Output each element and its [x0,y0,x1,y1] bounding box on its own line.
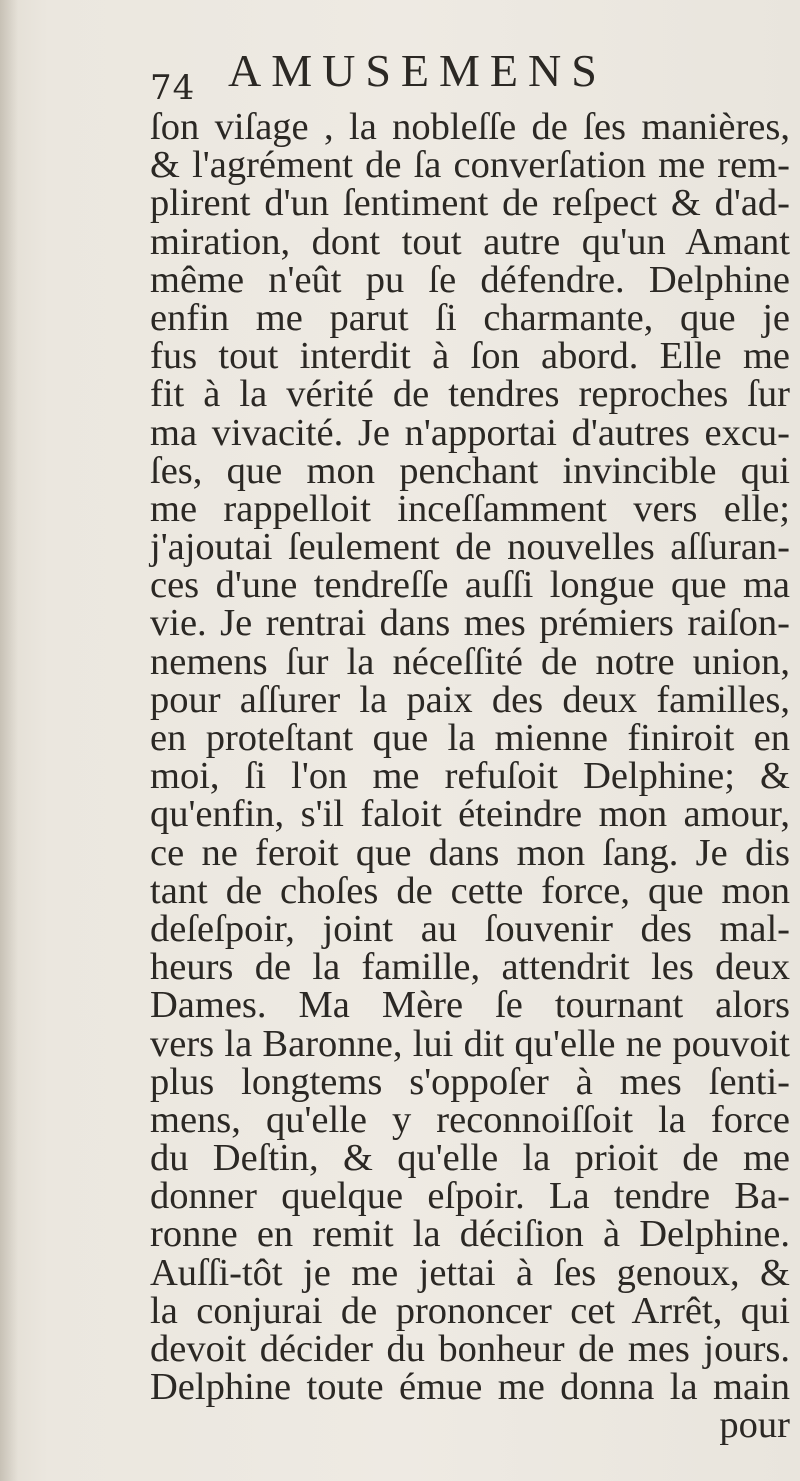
text-line: plus longtems s'oppoſer à mes ſenti- [150,1060,790,1103]
text-line: Delphine toute émue me donna la main [150,1366,790,1409]
text-line: miration, dont tout autre qu'un Amant [150,220,790,263]
text-line: en proteſtant que la mienne finiroit en [150,717,790,759]
text-line: me rappelloit inceſſamment vers elle; [150,487,790,530]
text-line: du Deſtin, & qu'elle la prioit de me [150,1137,790,1180]
text-line: donner quelque eſpoir. La tendre Ba- [150,1175,790,1218]
text-line: Auſſi-tôt je me jettai à ſes genoux, & [150,1251,790,1294]
text-line: tant de choſes de cette force, que mon [150,869,790,912]
text-line: fus tout interdit à ſon abord. Elle me [150,335,790,378]
text-line: enfin me parut ſi charmante, que je [150,296,790,339]
text-line: vers la Baronne, lui dit qu'elle ne pouvoit [150,1022,790,1065]
text-line: pour aſſurer la paix des deux familles, [150,678,790,721]
text-line: heurs de la famille, attendrit les deux [150,946,790,989]
text-line: ſon viſage , la nobleſſe de ſes manières, [150,106,790,148]
body-text [150,108,790,1445]
text-line: même n'eût pu ſe défendre. Delphine [150,258,790,301]
text-line: ronne en remit la déciſion à Delphine. [150,1213,790,1256]
text-line: fit à la vérité de tendres reproches ſur [150,373,790,416]
text-line: mens, qu'elle y reconnoiſſoit la force [150,1098,790,1141]
running-head: AMUSEMENS [228,45,607,96]
text-line: deſeſpoir, joint au ſouvenir des mal- [150,907,790,950]
text-line: vie. Je rentrai dans mes prémiers raiſon- [150,602,790,645]
page-number: 74 [150,68,196,108]
text-line: la conjurai de prononcer cet Arrêt, qui [150,1289,790,1332]
text-line: & l'agrément de ſa converſation me rem- [150,144,790,187]
text-line: Dames. Ma Mère ſe tournant alors [150,984,790,1027]
text-line: ma vivacité. Je n'apportai d'autres excu- [150,411,790,454]
text-line: ces d'une tendreſſe auſſi longue que ma [150,564,790,607]
text-line: nemens ſur la néceſſité de notre union, [150,640,790,683]
gutter-shadow [0,0,18,1481]
text-line: ce ne feroit que dans mon ſang. Je dis [150,831,790,874]
text-line: moi, ſi l'on me refuſoit Delphine; & [150,755,790,798]
text-line: ſes, que mon penchant invincible qui [150,449,790,492]
catchword: pour [719,1404,790,1447]
text-line: qu'enfin, s'il faloit éteindre mon amour, [150,793,790,836]
text-line: plirent d'un ſentiment de reſpect & d'ad- [150,182,790,225]
text-line: j'ajoutai ſeulement de nouvelles aſſuran- [150,526,790,569]
page-header [150,38,750,108]
text-line: devoit décider du bonheur de mes jours. [150,1328,790,1370]
